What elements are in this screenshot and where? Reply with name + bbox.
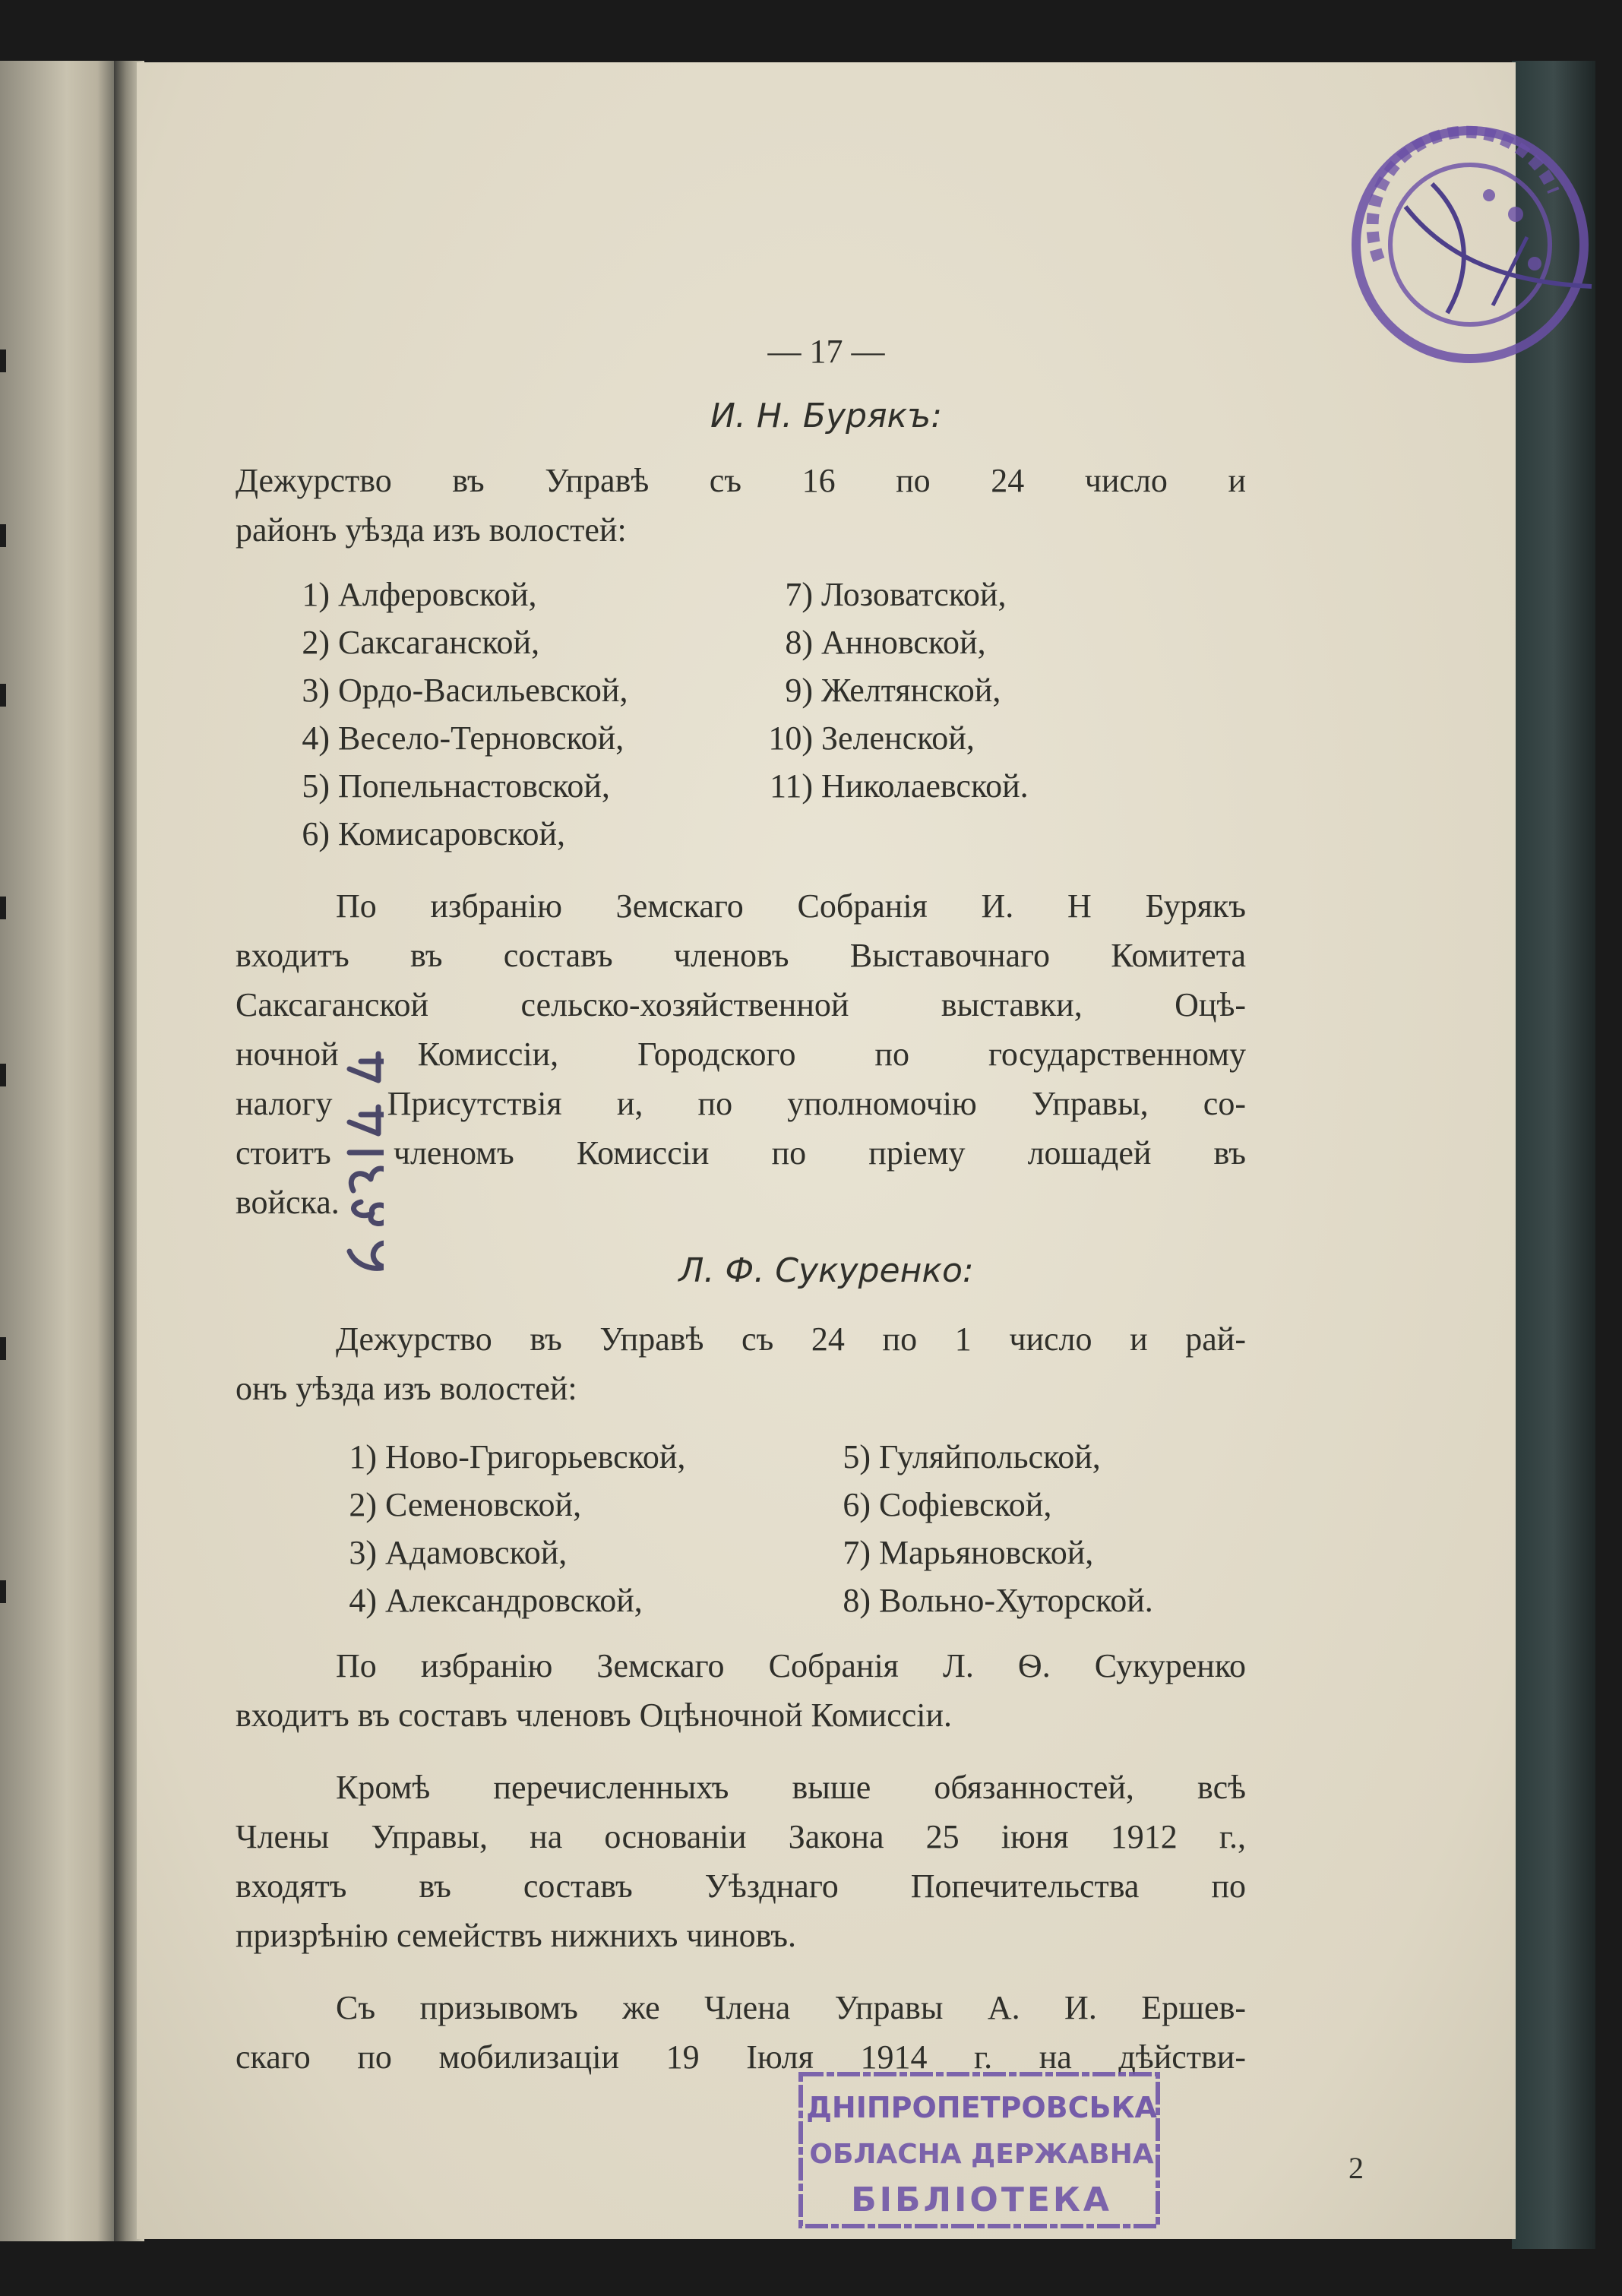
text-line: Дежурство въ Управѣ съ 16 по 24 число и (236, 462, 1246, 499)
text-line: налогу Присутствія и, по уполномочію Управы, со- (236, 1085, 1246, 1122)
list-item: 6) Софіевской, (843, 1486, 1052, 1523)
list-item: 9) Желтянской, (785, 672, 1001, 709)
text-line: Саксаганской сельско-хозяйственной выставки, Оцѣ- (236, 986, 1246, 1023)
list-item: 7) Лозоватской, (785, 576, 1007, 613)
book-cover-edge (1512, 61, 1595, 2249)
text-line: Съ призывомъ же Члена Управы А. И. Ершев- (336, 1989, 1246, 2026)
signature-mark: 2 (1349, 2151, 1364, 2185)
text-line: районъ уѣзда изъ волостей: (236, 511, 627, 549)
handwritten-inventory-number (270, 963, 384, 1282)
list-item: 1) Алферовской, (302, 576, 537, 613)
margin-mark (0, 349, 6, 372)
text-line: По избранію Земскаго Собранія Л. Ѳ. Сукуренко (336, 1647, 1246, 1684)
stamp-line-1: ДНІПРОПЕТРОВСЬКА (806, 2091, 1157, 2124)
stamp-line-3: БІБЛІОТЕКА (851, 2181, 1112, 2219)
text-line: входятъ въ составъ Уѣзднаго Попечительства по (236, 1867, 1246, 1905)
text-line: призрѣнію семействъ нижнихъ чиновъ. (236, 1917, 797, 1954)
list-item: 4) Александровской, (349, 1582, 643, 1619)
list-item: 3) Ордо-Васильевской, (302, 672, 628, 709)
list-item: 8) Анновской, (785, 624, 986, 661)
margin-mark (0, 524, 6, 547)
text-line: стоитъ членомъ Комиссіи по пріему лошадей въ (236, 1134, 1246, 1172)
book-page (137, 62, 1516, 2239)
list-item: 11) Николаевской. (769, 767, 1029, 805)
list-item: 10) Зеленской, (768, 719, 975, 757)
section-heading-buryak: И. Н. Бурякъ: (710, 397, 943, 435)
list-item: 2) Семеновской, (349, 1486, 582, 1523)
list-item: 4) Весело-Терновской, (302, 719, 624, 757)
margin-mark (0, 897, 6, 919)
text-line: онъ уѣзда изъ волостей: (236, 1370, 577, 1407)
stamp-line-2: ОБЛАСНА ДЕРЖАВНА (809, 2139, 1154, 2170)
library-rect-stamp (792, 2060, 1171, 2243)
margin-mark (0, 684, 6, 707)
margin-mark (0, 1337, 6, 1360)
section-heading-sukurenko: Л. Ф. Сукуренко: (678, 1251, 974, 1290)
text-line: ночной Комиссіи, Городского по государственному (236, 1036, 1246, 1073)
margin-mark (0, 1064, 6, 1086)
text-line: входитъ въ составъ членовъ Выставочнаго Комитета (236, 937, 1246, 974)
margin-mark (0, 1580, 6, 1603)
facing-page-edge (0, 61, 122, 2241)
library-round-stamp (1333, 108, 1607, 381)
list-item: 5) Гуляйпольской, (843, 1438, 1101, 1475)
text-line: По избранію Земскаго Собранія И. Н Бурякъ (336, 887, 1246, 925)
list-item: 7) Марьяновской, (843, 1534, 1094, 1571)
list-item: 3) Адамовской, (349, 1534, 568, 1571)
list-item: 8) Вольно-Хуторской. (843, 1582, 1153, 1619)
text-line: Члены Управы, на основаніи Закона 25 іюня 1912 г., (236, 1818, 1246, 1855)
list-item: 6) Комисаровской, (302, 815, 566, 852)
list-item: 1) Ново-Григорьевской, (349, 1438, 686, 1475)
text-line: Кромѣ перечисленныхъ выше обязанностей, всѣ (336, 1769, 1246, 1806)
list-item: 2) Саксаганской, (302, 624, 540, 661)
text-line: Дежурство въ Управѣ съ 24 по 1 число и рай- (336, 1320, 1246, 1358)
text-line: входитъ въ составъ членовъ Оцѣночной Комиссіи. (236, 1697, 953, 1734)
page-number: — 17 — (767, 333, 885, 370)
text-line: войска. (236, 1184, 340, 1221)
text-line: скаго по мобилизаціи 19 Іюля 1914 г. на дѣйстви- (236, 2038, 1246, 2076)
list-item: 5) Попельнастовской, (302, 767, 610, 805)
